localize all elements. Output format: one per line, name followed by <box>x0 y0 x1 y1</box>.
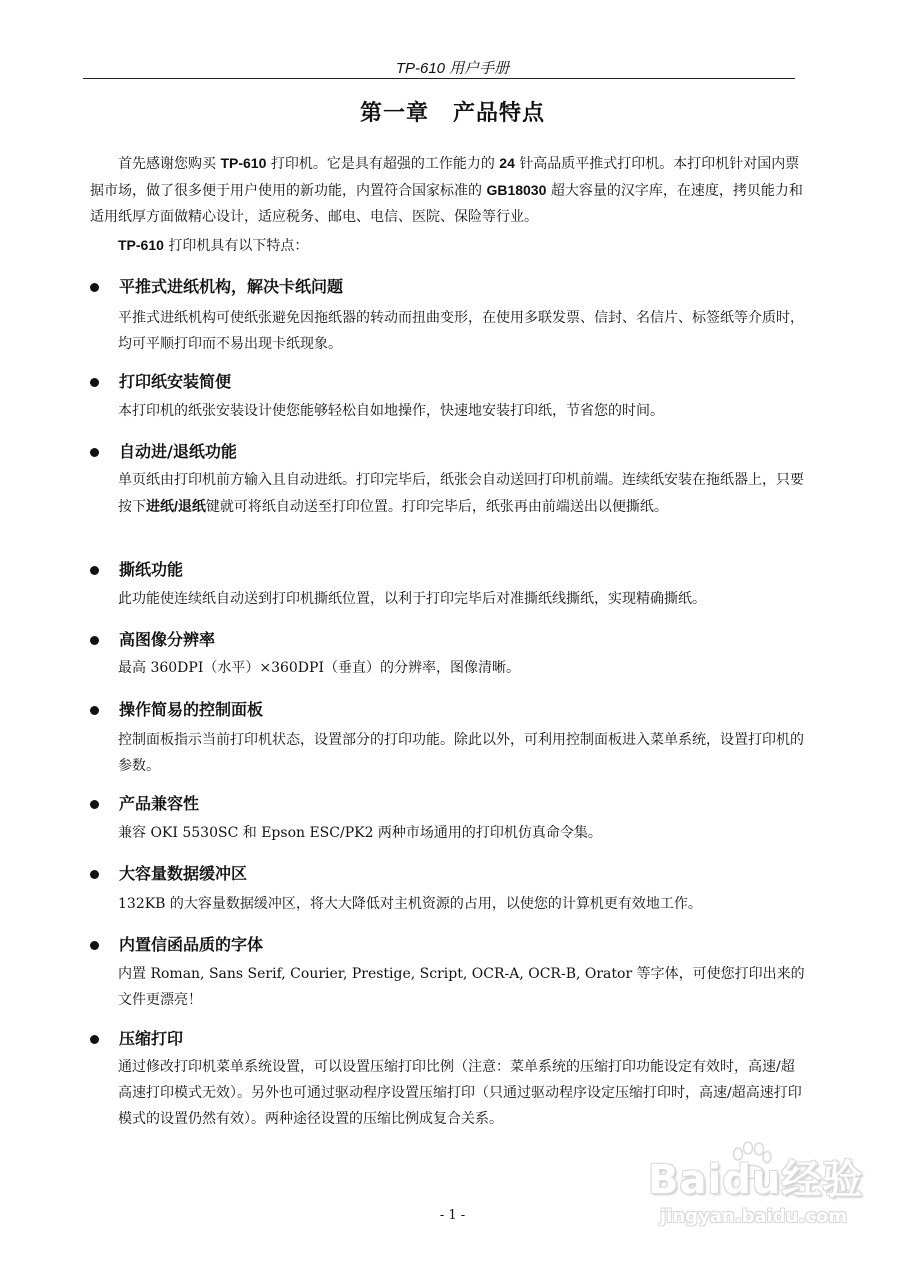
bullet-icon <box>90 566 99 575</box>
intro-standard: GB18030 <box>486 182 547 198</box>
watermark-url: jingyan.baidu.com <box>660 1206 848 1227</box>
bullet-icon <box>90 800 99 809</box>
feature-title: 撕纸功能 <box>119 560 184 579</box>
feature-title: 高图像分辨率 <box>119 630 216 649</box>
bullet-icon <box>90 941 99 950</box>
intro-pins: 24 <box>499 155 515 171</box>
feature-desc-b: 键就可将纸自动送至打印位置。打印完毕后，纸张再由前端送出以便撕纸。 <box>205 499 668 515</box>
feature-title: 平推式进纸机构，解决卡纸问题 <box>119 277 344 296</box>
page-number: - 1 - <box>439 1208 466 1223</box>
feature-heading <box>90 700 790 724</box>
feature-desc-key: 进纸/退纸 <box>146 498 206 514</box>
lead-text: 打印机具有以下特点： <box>168 238 309 254</box>
chapter-number: 第一章 <box>359 101 429 126</box>
feature-heading <box>90 1029 790 1053</box>
feature-description: 通过修改打印机菜单系统设置，可以设置压缩打印比例（注意：菜单系统的压缩打印功能设定有效时，高速/超高速打印模式无效）。另外也可通过驱动程序设置压缩打印（只通过驱动程序设定压缩打印时，高速/超高速打印模式的设置仍然有效）。两种途径设置的压缩比例成复合关系。 <box>118 1059 802 1127</box>
feature-description: 132KB 的大容量数据缓冲区，将大大降低对主机资源的占用，以使您的计算机更有效地工作。 <box>118 896 702 912</box>
intro-text-b: 打印机。它是具有超强的工作能力的 <box>270 156 495 172</box>
feature-description: 平推式进纸机构可使纸张避免因拖纸器的转动而扭曲变形，在使用多联发票、信封、名信片、标签纸等介质时，均可平顺打印而不易出现卡纸现象。 <box>118 310 804 352</box>
feature-title: 压缩打印 <box>119 1029 184 1048</box>
feature-description: 此功能使连续纸自动送到打印机撕纸位置，以利于打印完毕后对准撕纸线撕纸，实现精确撕纸。 <box>118 591 706 607</box>
feature-title: 操作简易的控制面板 <box>119 700 264 719</box>
feature-heading <box>90 864 790 888</box>
feature-desc-a: 单页纸由打印机前方输入且自动进纸。打印完毕后，纸张会自动送回打印机前端。连续纸安装在拖纸器上，只要按下 <box>118 472 804 515</box>
feature-heading <box>90 935 790 959</box>
watermark-logo: Baidu经验 <box>648 1157 864 1203</box>
intro-paragraph <box>90 150 808 230</box>
feature-heading <box>90 560 790 584</box>
intro-text-a: 首先感谢您购买 <box>118 156 216 172</box>
bullet-icon <box>90 378 99 387</box>
feature-heading <box>90 442 790 466</box>
feature-title: 大容量数据缓冲区 <box>119 864 248 883</box>
bullet-icon <box>90 870 99 879</box>
chapter-name: 产品特点 <box>453 101 546 126</box>
feature-title: 打印纸安装简便 <box>119 372 232 391</box>
feature-heading <box>90 277 790 301</box>
header-title: TP-610 用户手册 <box>395 60 510 77</box>
bullet-icon <box>90 1035 99 1044</box>
feature-description: 内置 Roman, Sans Serif, Courier, Prestige, Script, OCR-A, OCR-B, Orator 等字体，可使您打印出来的文件更漂亮！ <box>118 966 805 1008</box>
intro-model: TP-610 <box>220 155 267 171</box>
bullet-icon <box>90 706 99 715</box>
feature-heading <box>90 630 790 654</box>
bullet-icon <box>90 448 99 457</box>
feature-title: 内置信函品质的字体 <box>119 935 264 954</box>
feature-title: 产品兼容性 <box>119 794 200 813</box>
lead-model: TP-610 <box>118 237 164 253</box>
feature-description: 兼容 OKI 5530SC 和 Epson ESC/PK2 两种市场通用的打印机仿真命令集。 <box>118 825 602 841</box>
feature-description <box>118 467 808 520</box>
feature-heading <box>90 372 790 396</box>
feature-heading <box>90 794 790 818</box>
chapter-title <box>0 96 905 127</box>
feature-description: 最高 360DPI（水平）×360DPI（垂直）的分辨率，图像清晰。 <box>118 660 520 676</box>
intro-features-lead <box>118 232 808 259</box>
header-rule <box>83 78 795 79</box>
bullet-icon <box>90 636 99 645</box>
intro-text-c: 针高品质平推式打印机。本打印机针对国内票据市场，做了很多便于用户使用的新功能，内置符合国家标准的 <box>90 156 800 199</box>
feature-description: 控制面板指示当前打印机状态，设置部分的打印功能。除此以外，可利用控制面板进入菜单系统，设置打印机的参数。 <box>118 732 804 774</box>
baidu-watermark <box>640 1140 865 1250</box>
bullet-icon <box>90 283 99 292</box>
feature-description: 本打印机的纸张安装设计使您能够轻松自如地操作，快速地安装打印纸，节省您的时间。 <box>118 403 664 419</box>
feature-title: 自动进/退纸功能 <box>119 442 237 461</box>
intro-text-d: 超大容量的汉字库，在速度，拷贝能力和适用纸厚方面做精心设计，适应税务、邮电、电信、医院、保险等行业。 <box>90 183 803 225</box>
